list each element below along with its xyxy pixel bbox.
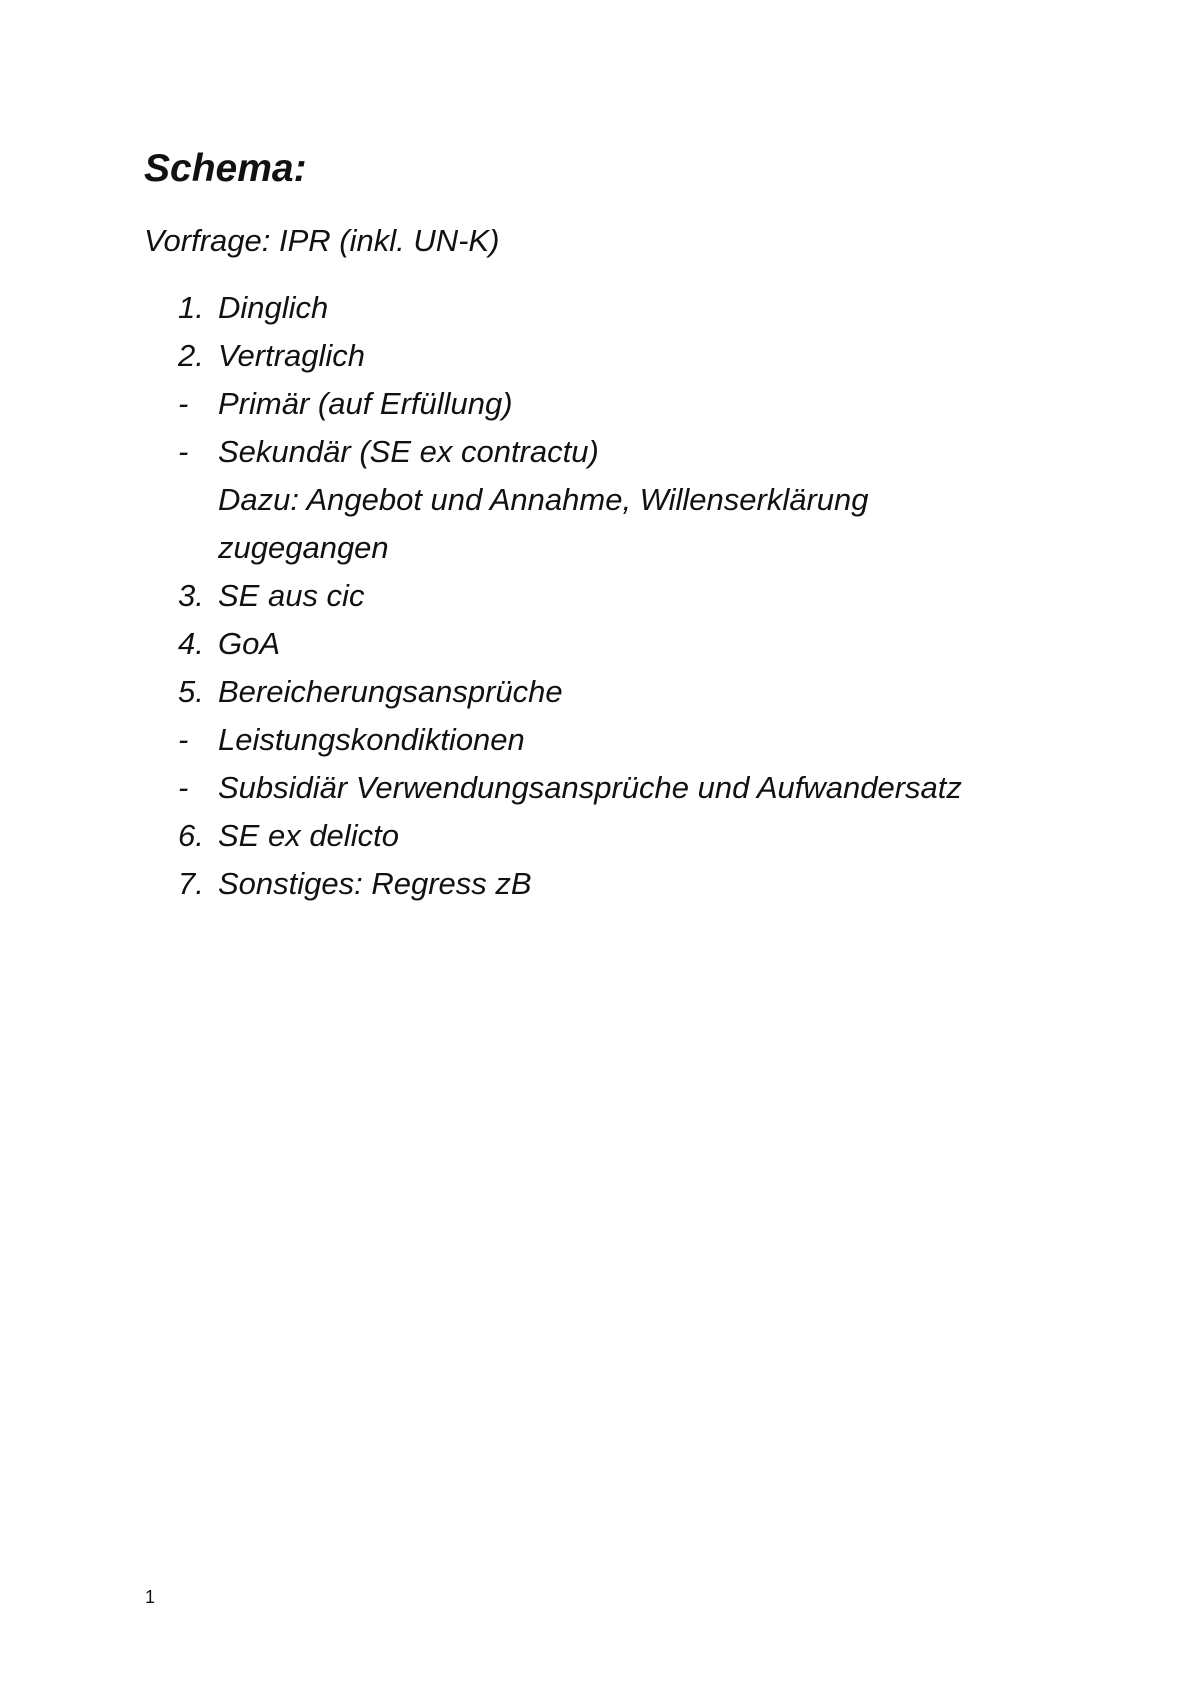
list-item (178, 812, 1138, 860)
list-marker: 2. (178, 338, 204, 373)
list-marker: 3. (178, 578, 204, 613)
list-marker (178, 476, 218, 524)
list-item-text: Subsidiär Verwendungsansprüche und Aufwandersatz (218, 770, 962, 805)
list-item-text: SE ex delicto (218, 818, 399, 853)
list-item-text: Bereicherungsansprüche (218, 674, 563, 709)
list-marker: - (178, 722, 189, 757)
list-marker: - (178, 386, 189, 421)
document-title: Schema: (144, 147, 307, 190)
list-item-text: zugegangen (218, 530, 389, 565)
list-item (178, 716, 1138, 764)
list-item (178, 476, 1138, 524)
list-item (178, 572, 1138, 620)
list-item-text: Dazu: Angebot und Annahme, Willenserklärung (218, 482, 869, 517)
list-item (178, 332, 1138, 380)
list-marker: 7. (178, 866, 204, 901)
list-item-text: Sonstiges: Regress zB (218, 866, 532, 901)
list-item (178, 620, 1138, 668)
list-item-text: GoA (218, 626, 281, 661)
list-item-text: Dinglich (218, 290, 329, 325)
list-marker: 4. (178, 626, 204, 661)
list-item (178, 380, 1138, 428)
list-item-text: SE aus cic (218, 578, 365, 613)
list-marker: 6. (178, 818, 204, 853)
list-marker: 5. (178, 674, 204, 709)
list-marker: 1. (178, 290, 204, 325)
list-item-text: Primär (auf Erfüllung) (218, 386, 513, 421)
page-number: 1 (145, 1587, 156, 1607)
list-item-text: Vertraglich (218, 338, 366, 373)
document-subtitle: Vorfrage: IPR (inkl. UN-K) (144, 223, 500, 258)
list-item (178, 668, 1138, 716)
list-marker: - (178, 770, 189, 805)
list-item (178, 764, 1138, 812)
list-marker: - (178, 434, 189, 469)
list-item (178, 524, 1138, 572)
list-item (178, 860, 1138, 908)
list-item-text: Sekundär (SE ex contractu) (218, 434, 599, 469)
list-item-text: Leistungskondiktionen (218, 722, 525, 757)
list-item (178, 284, 1138, 332)
list-marker (178, 524, 218, 572)
outline-list (178, 284, 1138, 908)
list-item (178, 428, 1138, 476)
